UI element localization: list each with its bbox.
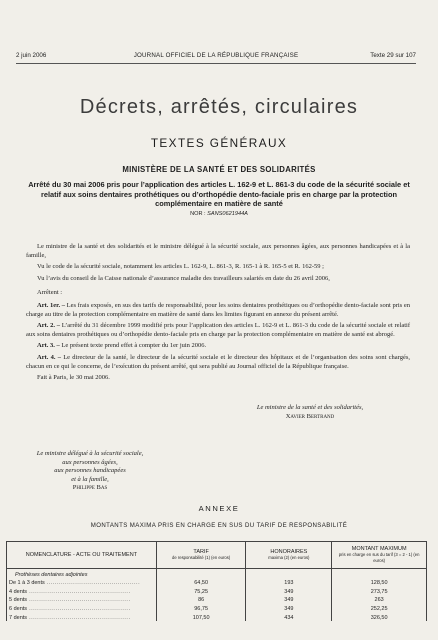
preamble-vu-code: Vu le code de la sécurité sociale, notamment les articles L. 162-9, L. 861-3, R. 165-1 à R. 165-5 et R. 162-59 ; <box>37 263 324 271</box>
signature-left-line1: Le ministre délégué à la sécurité sociale, <box>36 450 144 457</box>
table-row: 6 dents .................................................. 96,75 349 252,25 <box>7 603 427 612</box>
article-3 <box>26 342 410 351</box>
signature-minister-delegate <box>10 450 170 493</box>
row-tarif: 75,25 <box>156 586 246 595</box>
row-honoraires: 434 <box>246 612 332 621</box>
arretent-label: Arrêtent : <box>37 289 63 297</box>
arrete-body <box>26 243 410 386</box>
row-tarif: 86 <box>156 595 246 604</box>
article-4-label: Art. 4. – <box>37 353 61 361</box>
row-label: 4 dents <box>9 588 28 595</box>
row-honoraires: 349 <box>246 586 332 595</box>
row-montant: 128,50 <box>332 578 427 587</box>
col-header-montant: MONTANT MAXIMUM pris en charge en sus du tarif (3 = 2 - 1) (en euros) <box>332 542 427 569</box>
signature-minister-health <box>210 404 410 421</box>
group-label: Prothèses dentaires adjointes <box>7 569 157 578</box>
row-honoraires: 349 <box>246 595 332 604</box>
header-journal-title: JOURNAL OFFICIEL DE LA RÉPUBLIQUE FRANÇAISE <box>133 52 299 59</box>
nor-code: SANS0621944A <box>207 211 248 217</box>
row-montant: 252,25 <box>332 603 427 612</box>
signature-left-line3: aux personnes handicapées <box>54 467 126 474</box>
article-1-label: Art. 1er. – <box>37 301 65 309</box>
preamble-vu-avis: Vu l’avis du conseil de la Caisse nationale d’assurance maladie des travailleurs salariés en date du 26 avril 2006, <box>37 274 330 282</box>
header-divider <box>16 63 416 64</box>
section-title: TEXTES GÉNÉRAUX <box>150 136 288 150</box>
header-date: 2 juin 2006 <box>16 52 47 59</box>
table-row: 4 dents .................................................. 75,25 349 273,75 <box>7 586 427 595</box>
table-row: De 1 à 3 dents .............................................. 64,50 193 128,50 <box>7 578 427 587</box>
nor-reference <box>0 211 438 217</box>
preamble-ministers: Le ministre de la santé et des solidarités et le ministre délégué à la sécurité sociale, aux personnes âgées, aux personnes handicapées et à la famille, <box>26 243 410 259</box>
row-montant: 263 <box>332 595 427 604</box>
signature-left-line2: aux personnes âgées, <box>62 458 118 466</box>
article-3-text: Le présent texte prend effet à compter du 1er juin 2006. <box>59 342 207 350</box>
article-1-text: Les frais exposés, en sus des tarifs de responsabilité, pour les soins dentaires prothétiques ou d’orthopédie dento-faciale sont pris en charge au titre de la protection complémentaire en matière de santé dans les limites figurant en annexe du présent arrêté. <box>26 301 410 318</box>
annexe-title: ANNEXE <box>198 504 240 513</box>
done-at-paris: Fait à Paris, le 30 mai 2006. <box>37 374 110 382</box>
article-2 <box>26 322 410 339</box>
row-honoraires: 349 <box>246 603 332 612</box>
row-montant: 326,50 <box>332 612 427 621</box>
ministry-title: MINISTÈRE DE LA SANTÉ ET DES SOLIDARITÉS <box>122 165 316 174</box>
nor-label: NOR : <box>190 211 206 217</box>
arrete-title: Arrêté du 30 mai 2006 pris pour l’application des articles L. 162-9 et L. 861-3 du code de la sécurité sociale et relatif aux soins dentaires prothétiques ou d’orthopédie dento-faciale pris en charge par la protection complémentaire en matière de santé <box>28 180 410 209</box>
annexe-subtitle: MONTANTS MAXIMA PRIS EN CHARGE EN SUS DU TARIF DE RESPONSABILITÉ <box>90 522 348 529</box>
row-tarif: 96,75 <box>156 603 246 612</box>
article-2-label: Art. 2. – <box>37 322 60 330</box>
rubric-title: Décrets, arrêtés, circulaires <box>79 96 359 118</box>
row-tarif: 64,50 <box>156 578 246 587</box>
signature-right-name: Xavier Bertrand <box>285 412 335 420</box>
header-page-ref: Texte 29 sur 107 <box>370 52 416 59</box>
table-group-row <box>7 569 427 578</box>
row-tarif: 107,50 <box>156 612 246 621</box>
col-header-nomenclature: NOMENCLATURE - ACTE OU TRAITEMENT <box>7 542 157 569</box>
table-row: 5 dents .................................................. 86 349 263 <box>7 595 427 604</box>
signature-left-name: Philippe Bas <box>72 484 108 491</box>
article-4-text: Le directeur de la santé, le directeur de la sécurité sociale et le directeur des hôpitaux et de l’organisation des soins sont chargés, chacun en ce qui le concerne, de l’exécution du présent arrêté, qui sera publié au Journal officiel de la République française. <box>26 353 410 370</box>
table-header-row <box>7 542 427 569</box>
article-1 <box>26 302 410 319</box>
signature-right-title: Le ministre de la santé et des solidarités, <box>256 404 364 411</box>
col-header-honoraires: HONORAIRES maxima (2) (en euros) <box>246 542 332 569</box>
signature-left-line4: et à la famille, <box>71 475 109 483</box>
row-honoraires: 193 <box>246 578 332 587</box>
article-3-label: Art. 3. – <box>37 342 60 350</box>
row-label: 5 dents <box>9 597 28 604</box>
row-label: De 1 à 3 dents <box>9 580 45 587</box>
row-label: 6 dents <box>9 605 28 612</box>
row-label: 7 dents <box>9 614 28 621</box>
row-montant: 273,75 <box>332 586 427 595</box>
page-header <box>16 52 416 62</box>
table-row: 7 dents .................................................. 107,50 434 326,50 <box>7 612 427 621</box>
article-4 <box>26 354 410 371</box>
article-2-text: L’arrêté du 31 décembre 1999 modifié pris pour l’application des articles L. 162-9 et L. 861-3 du code de la sécurité sociale et relatif aux soins dentaires prothétiques ou d’orthopédie dento-faciale pris en charge par la protection complémentaire en matière de santé est abrogé. <box>26 322 410 338</box>
annexe-table <box>6 541 427 621</box>
col-header-tarif: TARIF de responsabilité (1) (en euros) <box>156 542 246 569</box>
